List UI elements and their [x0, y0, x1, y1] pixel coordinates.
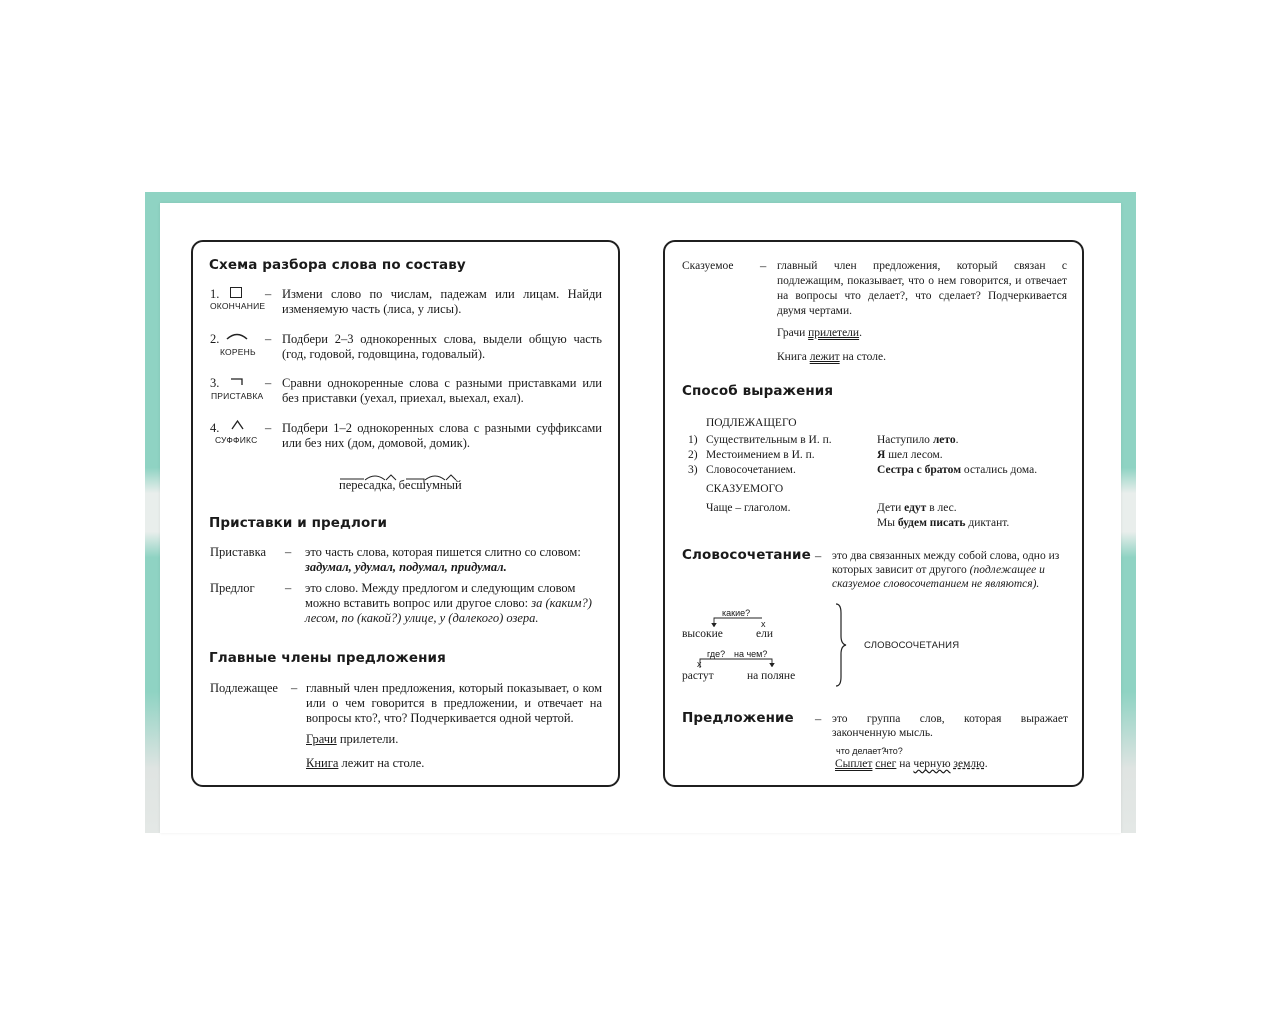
pe1-c: в лес.	[926, 502, 957, 514]
expr-row-2-num: 2)	[688, 449, 698, 461]
main-members-title: Главные члены предложения	[209, 650, 446, 666]
sentence-predicate: Сыплет	[835, 758, 873, 770]
expr-row-1-c: .	[955, 434, 959, 446]
subject-dash: –	[291, 681, 298, 695]
preposition-term: Предлог	[210, 581, 255, 595]
step-3-number: 3.	[210, 376, 220, 390]
predicate-definition: главный член предложения, который связан с подлежащим, показывает, что о нем говорится, и отвечает на вопросы что делает?, что сделает? Подчеркивается двумя чертами.	[777, 260, 1067, 317]
sentence-example	[835, 757, 988, 771]
phrase-1-word-a: высокие	[682, 628, 723, 640]
expr-row-3-num: 3)	[688, 464, 698, 476]
prefix-dash: –	[285, 545, 292, 559]
step-4-label: СУФФИКС	[215, 435, 258, 445]
expr-row-1-b: лето	[932, 434, 956, 446]
sentence-attribute: черную	[913, 758, 951, 770]
pe2-a: Мы	[877, 517, 898, 529]
prefix-definition	[305, 545, 603, 575]
phrase-definition	[832, 549, 1068, 591]
phrase-2-word-b: на поляне	[747, 670, 796, 682]
morph-title: Схема разбора слова по составу	[209, 257, 466, 273]
prefix-term: Приставка	[210, 545, 267, 559]
subject-rest-1: прилетели.	[336, 732, 399, 746]
expr-row-1-num: 1)	[688, 434, 698, 446]
step-3-dash: –	[265, 376, 272, 390]
step-1-text: Измени слово по числам, падежам или лицам. Найди изменяемую часть (лиса, у лисы).	[282, 287, 602, 316]
expr-row-2-c: шел лесом.	[885, 449, 943, 461]
prefixes-title: Приставки и предлоги	[209, 515, 388, 531]
prefix-def-text: это часть слова, которая пишется слитно со словом:	[305, 545, 581, 559]
predicate-example-2	[777, 350, 886, 364]
phrase-def-text: это два связанных между собой слова, одно из которых зависит от другого	[832, 550, 1060, 576]
subject-word-1: Грачи	[306, 732, 337, 746]
pred-ex2-a: Книга	[777, 351, 810, 363]
pred-ex1-b: .	[859, 327, 862, 339]
subject-example-1	[306, 732, 398, 747]
prefix-bracket-icon	[230, 378, 244, 386]
step-1-label: ОКОНЧАНИЕ	[210, 301, 266, 311]
predicate-dash: –	[760, 259, 767, 273]
phrase-2-mark: x	[697, 659, 702, 669]
predicate-example-1	[777, 326, 862, 340]
pe1-b: едут	[904, 502, 927, 514]
expr-row-1-kind: Существительным в И. п.	[706, 434, 832, 446]
preposition-dash: –	[285, 581, 292, 595]
step-2-label: КОРЕНЬ	[220, 347, 256, 357]
sentence-question-1: что делает?	[836, 746, 887, 756]
step-1-number: 1.	[210, 287, 220, 301]
subject-expression-heading: ПОДЛЕЖАЩЕГО	[706, 417, 797, 429]
step-2-dash: –	[265, 332, 272, 346]
expr-row-3-b: Сестра с братом	[877, 464, 962, 476]
phrase-1-mark: x	[761, 619, 766, 629]
pred-ex1-a: Грачи	[777, 327, 809, 339]
pe1-a: Дети	[877, 502, 905, 514]
sentence-dash: –	[815, 712, 822, 726]
subject-term: Подлежащее	[210, 681, 278, 695]
step-4-number: 4.	[210, 421, 220, 435]
phrase-dash: –	[815, 549, 822, 563]
step-2-text: Подбери 2–3 однокоренных слова, выдели общую часть (год, годовой, годовщина, годовалый).	[282, 332, 602, 361]
expr-row-3-kind: Словосочетанием.	[706, 464, 796, 476]
curly-brace-icon	[833, 603, 847, 687]
step-3-text: Сравни однокоренные слова с разными приставками или без приставки (уехал, приехал, выехал, ехал).	[282, 376, 602, 405]
phrase-2-word-a: растут	[682, 670, 714, 682]
phrase-1-word-b: ели	[756, 628, 773, 640]
expr-row-1-example	[877, 433, 959, 447]
step-3-label: ПРИСТАВКА	[211, 391, 264, 401]
predicate-expression-example-1	[877, 501, 957, 515]
expression-title: Способ выражения	[682, 383, 834, 399]
predicate-expression-example-2	[877, 516, 1009, 530]
pe2-b: будем писать	[897, 517, 966, 529]
phrase-1-question: какие?	[722, 608, 751, 618]
phrase-note: (подлежащее и сказуемое словосочетанием не являются).	[832, 564, 1045, 590]
phrase-term: Словосочетание	[682, 547, 811, 563]
preposition-definition	[305, 581, 603, 626]
pred-ex2-b: на столе.	[839, 351, 886, 363]
brace-label: СЛОВОСОЧЕТАНИЯ	[864, 640, 960, 651]
expr-row-1-a: Наступило	[877, 434, 933, 446]
prep-def-text: это слово. Между предлогом и следующим словом можно вставить вопрос или другое слово:	[305, 581, 576, 610]
step-1-dash: –	[265, 287, 272, 301]
sentence-definition: это группа слов, которая выражает законченную мысль.	[832, 713, 1068, 739]
subject-definition: главный член предложения, который показывает, о ком или о чем говорится в предложении, и отвечает на вопросы кто?, что? Подчеркивается одной чертой.	[306, 681, 602, 725]
expr-row-3-example	[877, 463, 1037, 477]
sentence-object: землю	[953, 758, 985, 770]
phrase-2-arrow-icon	[697, 657, 777, 669]
predicate-term: Сказуемое	[682, 260, 734, 272]
step-4-dash: –	[265, 421, 272, 435]
phrase-2-question-a: где?	[707, 649, 726, 659]
pred-ex1-word: прилетели	[808, 327, 860, 339]
sentence-subject: снег	[875, 758, 897, 770]
subject-rest-2: лежит на столе.	[338, 756, 425, 770]
sentence-question-2: что?	[884, 746, 903, 756]
subject-word-2: Книга	[306, 756, 339, 770]
expr-row-2-example	[877, 448, 943, 462]
sentence-end: .	[984, 758, 988, 770]
expr-row-2-b: Я	[877, 449, 886, 461]
subject-example-2	[306, 756, 424, 771]
sentence-prep: на	[899, 758, 911, 770]
pe2-c: диктант.	[965, 517, 1010, 529]
pred-ex2-word: лежит	[809, 351, 840, 363]
ending-box-icon	[230, 287, 243, 299]
prep-example: за (каким?) лесом, по (какой?) улице, у (далекого) озера.	[305, 596, 592, 625]
prefix-examples: задумал, удумал, подумал, придумал.	[305, 560, 507, 574]
phrase-2-question-b: на чем?	[734, 649, 768, 659]
suffix-caret-icon	[231, 420, 244, 430]
root-arc-icon	[226, 332, 248, 340]
expr-row-3-c: остались дома.	[961, 464, 1038, 476]
morph-example: пересадка, бесшумный	[339, 478, 462, 492]
expr-row-2-kind: Местоимением в И. п.	[706, 449, 815, 461]
predicate-expression-heading: СКАЗУЕМОГО	[706, 483, 784, 495]
step-4-text: Подбери 1–2 однокоренных слова с разными суффиксами или без них (дом, домовой, домик).	[282, 421, 602, 450]
step-2-number: 2.	[210, 332, 220, 346]
sentence-term: Предложение	[682, 710, 794, 726]
predicate-expression-kind: Чаще – глаголом.	[706, 502, 791, 514]
